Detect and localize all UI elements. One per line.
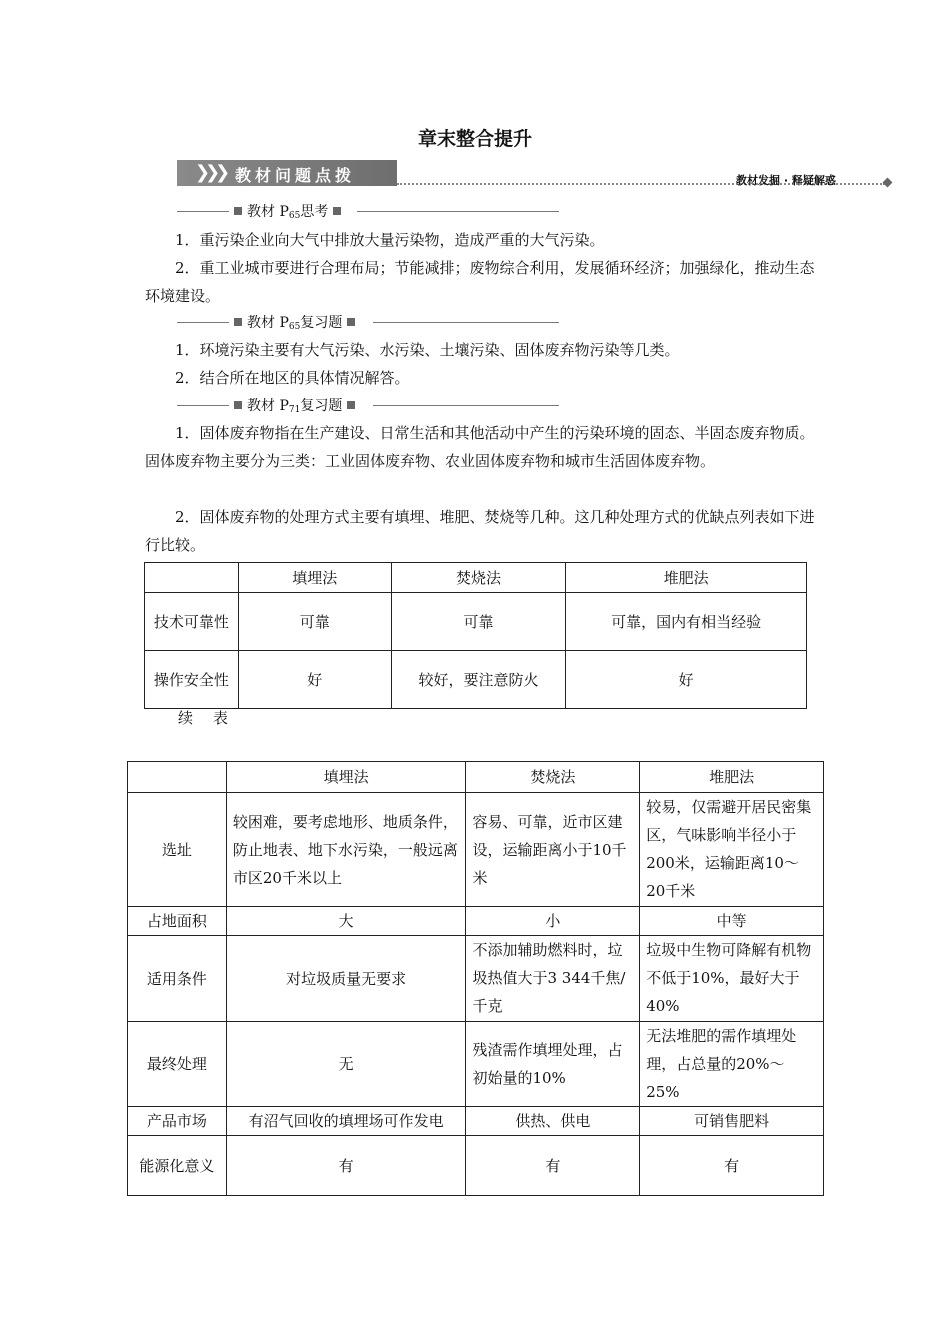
diamond-icon bbox=[883, 178, 893, 188]
section-page: 65 bbox=[288, 211, 301, 221]
row-label: 最终处理 bbox=[128, 1022, 227, 1107]
paragraph: 1．固体废弃物指在生产建设、日常生活和其他活动中产生的污染环境的固态、半固态废弃物质。固体废弃物主要分为三类：工业固体废弃物、农业固体废弃物和城市生活固体废弃物。 bbox=[145, 424, 815, 470]
table-row bbox=[145, 593, 807, 651]
table-header-row bbox=[145, 563, 807, 593]
table-row bbox=[128, 1136, 824, 1196]
square-icon bbox=[347, 318, 355, 326]
table-cell: 大 bbox=[226, 907, 466, 936]
table-header-cell: 堆肥法 bbox=[640, 762, 824, 793]
table-cell: 无 bbox=[226, 1022, 466, 1107]
row-label: 能源化意义 bbox=[128, 1136, 227, 1196]
row-label: 占地面积 bbox=[128, 907, 227, 936]
table-cell: 垃圾中生物可降解有机物不低于10%，最好大于40% bbox=[640, 936, 824, 1022]
table-cell: 较困难，要考虑地形、地质条件，防止地表、地下水污染，一般远离市区20千米以上 bbox=[226, 793, 466, 907]
table-cell: 好 bbox=[238, 651, 391, 709]
square-icon bbox=[234, 207, 242, 215]
table-cell: 较易，仅需避开居民密集区，气味影响半径小于200米，运输距离10～20千米 bbox=[640, 793, 824, 907]
table-cell: 对垃圾质量无要求 bbox=[226, 936, 466, 1022]
table-header-row bbox=[128, 762, 824, 793]
section-header-2 bbox=[177, 312, 559, 332]
table-cell: 可靠，国内有相当经验 bbox=[566, 593, 807, 651]
paragraph: 2．结合所在地区的具体情况解答。 bbox=[175, 369, 410, 387]
table-header-cell: 填埋法 bbox=[238, 563, 391, 593]
table-cell: 容易、可靠，近市区建设，运输距离小于10千米 bbox=[466, 793, 640, 907]
table-cell: 有沼气回收的填埋场可作发电 bbox=[226, 1107, 466, 1136]
paragraph: 2．固体废弃物的处理方式主要有填埋、堆肥、焚烧等几种。这几种处理方式的优缺点列表如下进行比较。 bbox=[145, 508, 815, 554]
square-icon bbox=[333, 207, 341, 215]
table-header-cell: 堆肥法 bbox=[566, 563, 807, 593]
row-label: 技术可靠性 bbox=[145, 593, 239, 651]
table-cell: 可销售肥料 bbox=[640, 1107, 824, 1136]
row-label: 选址 bbox=[128, 793, 227, 907]
table-cell: 有 bbox=[226, 1136, 466, 1196]
table-header-cell: 焚烧法 bbox=[466, 762, 640, 793]
paragraph: 1．环境污染主要有大气污染、水污染、土壤污染、固体废弃物污染等几类。 bbox=[175, 341, 680, 359]
comparison-table-2 bbox=[127, 761, 824, 1196]
row-label: 产品市场 bbox=[128, 1107, 227, 1136]
table-cell: 较好，要注意防火 bbox=[391, 651, 566, 709]
table-cell: 不添加辅助燃料时，垃圾热值大于3 344千焦/千克 bbox=[466, 936, 640, 1022]
section-title: 复习题 bbox=[300, 398, 343, 414]
row-label: 适用条件 bbox=[128, 936, 227, 1022]
row-label: 操作安全性 bbox=[145, 651, 239, 709]
table-header-cell bbox=[128, 762, 227, 793]
paragraph: 1．重污染企业向大气中排放大量污染物，造成严重的大气污染。 bbox=[175, 231, 605, 249]
square-icon bbox=[234, 318, 242, 326]
table-row bbox=[128, 793, 824, 907]
table-row bbox=[128, 936, 824, 1022]
table-cell: 无法堆肥的需作填埋处理，占总量的20%～25% bbox=[640, 1022, 824, 1107]
square-icon bbox=[234, 401, 242, 409]
section-header-1 bbox=[177, 201, 559, 221]
table-row bbox=[128, 1107, 824, 1136]
section-prefix: 教材 P bbox=[247, 315, 289, 331]
section-banner bbox=[177, 160, 397, 186]
table-cell: 有 bbox=[640, 1136, 824, 1196]
section-title: 思考 bbox=[300, 204, 329, 220]
section-header-3 bbox=[177, 395, 559, 415]
table-cell: 中等 bbox=[640, 907, 824, 936]
table-header-cell: 焚烧法 bbox=[391, 563, 566, 593]
section-page: 71 bbox=[288, 405, 301, 415]
section-prefix: 教材 P bbox=[247, 398, 289, 414]
table-header-cell bbox=[145, 563, 239, 593]
paragraph: 2．重工业城市要进行合理布局；节能减排；废物综合利用，发展循环经济；加强绿化，推动生态环境建设。 bbox=[145, 259, 815, 305]
double-chevron-icon: ❯❯❯ bbox=[195, 162, 226, 183]
table-cell: 好 bbox=[566, 651, 807, 709]
table-row bbox=[128, 1022, 824, 1107]
table-cell: 有 bbox=[466, 1136, 640, 1196]
banner-label: 教材问题点拨 bbox=[235, 166, 356, 185]
banner-subtitle: 教材发掘 · 释疑解惑 bbox=[736, 174, 836, 187]
page-title: 章末整合提升 bbox=[417, 128, 532, 150]
section-title: 复习题 bbox=[300, 315, 343, 331]
table-cell: 供热、供电 bbox=[466, 1107, 640, 1136]
continued-label: 续表 bbox=[178, 709, 249, 727]
section-prefix: 教材 P bbox=[247, 204, 289, 220]
table-header-cell: 填埋法 bbox=[226, 762, 466, 793]
table-row bbox=[145, 651, 807, 709]
table-cell: 残渣需作填埋处理，占初始量的10% bbox=[466, 1022, 640, 1107]
comparison-table-1 bbox=[144, 562, 807, 709]
table-cell: 小 bbox=[466, 907, 640, 936]
table-cell: 可靠 bbox=[238, 593, 391, 651]
square-icon bbox=[347, 401, 355, 409]
section-page: 65 bbox=[288, 322, 301, 332]
table-cell: 可靠 bbox=[391, 593, 566, 651]
table-row bbox=[128, 907, 824, 936]
